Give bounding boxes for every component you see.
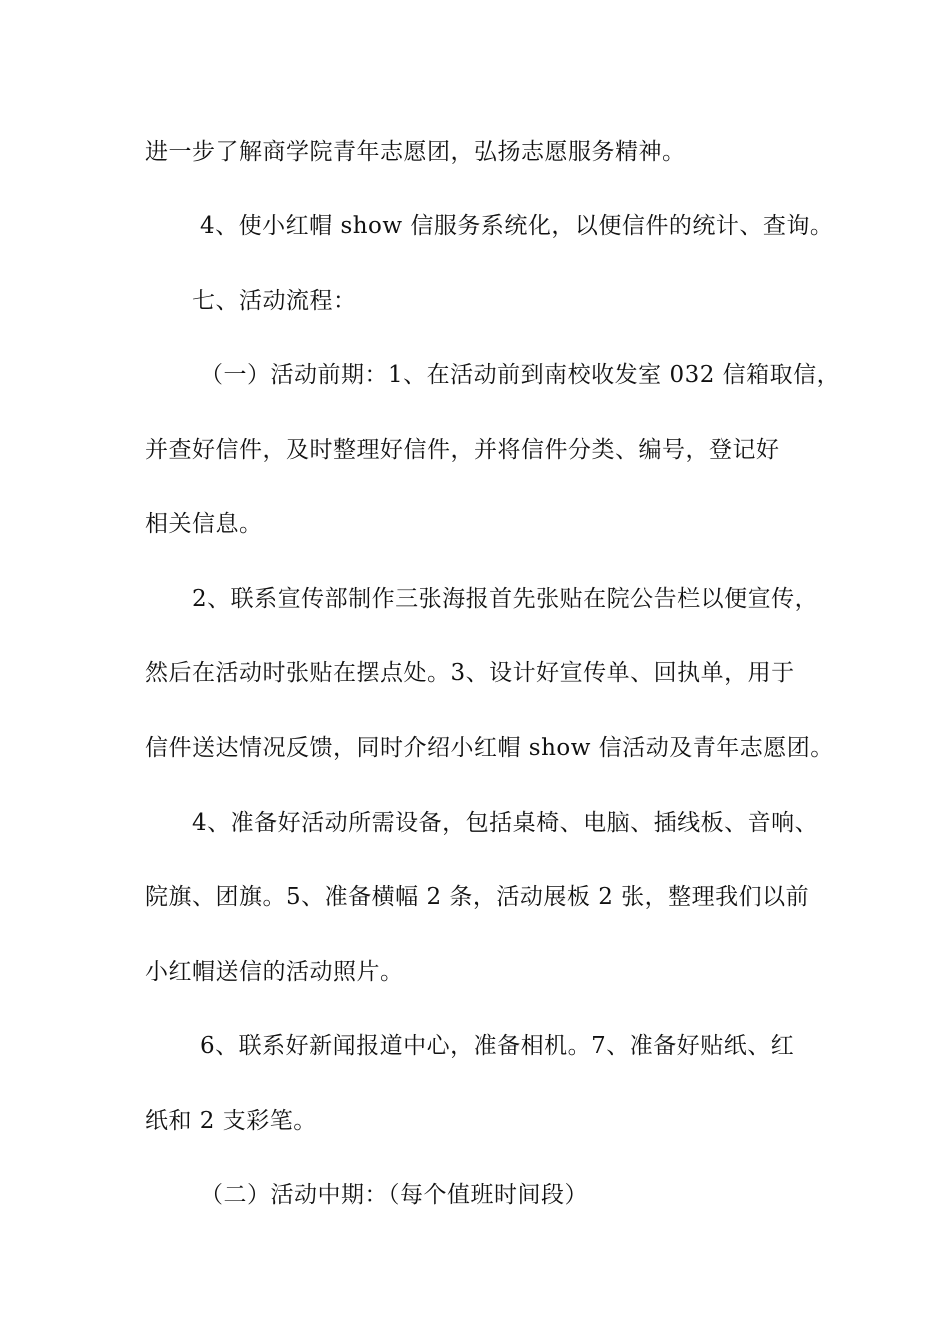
paragraph-line-13: 6、联系好新闻报道中心，准备相机。7、准备好贴纸、红	[200, 1033, 795, 1059]
paragraph-line-4: （一）活动前期：1、在活动前到南校收发室 032 信箱取信，	[200, 362, 841, 388]
paragraph-line-2: 4、使小红帽 show 信服务系统化，以便信件的统计、查询。	[200, 213, 834, 239]
paragraph-line-10: 4、准备好活动所需设备，包括桌椅、电脑、插线板、音响、	[192, 810, 819, 836]
paragraph-line-7: 2、联系宣传部制作三张海报首先张贴在院公告栏以便宣传，	[192, 586, 819, 612]
section-heading-activity-flow: 七、活动流程：	[192, 288, 357, 314]
paragraph-line-8: 然后在活动时张贴在摆点处。3、设计好宣传单、回执单，用于	[145, 660, 795, 686]
paragraph-line-14: 纸和 2 支彩笔。	[145, 1108, 317, 1134]
paragraph-line-5: 并查好信件，及时整理好信件，并将信件分类、编号，登记好	[145, 437, 780, 463]
paragraph-line-11: 院旗、团旗。5、准备横幅 2 条，活动展板 2 张，整理我们以前	[145, 884, 810, 910]
subsection-heading-mid-phase: （二）活动中期：（每个值班时间段）	[200, 1182, 588, 1208]
paragraph-line-6: 相关信息。	[145, 511, 263, 537]
paragraph-line-1: 进一步了解商学院青年志愿团，弘扬志愿服务精神。	[145, 139, 686, 165]
paragraph-line-12: 小红帽送信的活动照片。	[145, 959, 404, 985]
paragraph-line-9: 信件送达情况反馈，同时介绍小红帽 show 信活动及青年志愿团。	[145, 735, 834, 761]
